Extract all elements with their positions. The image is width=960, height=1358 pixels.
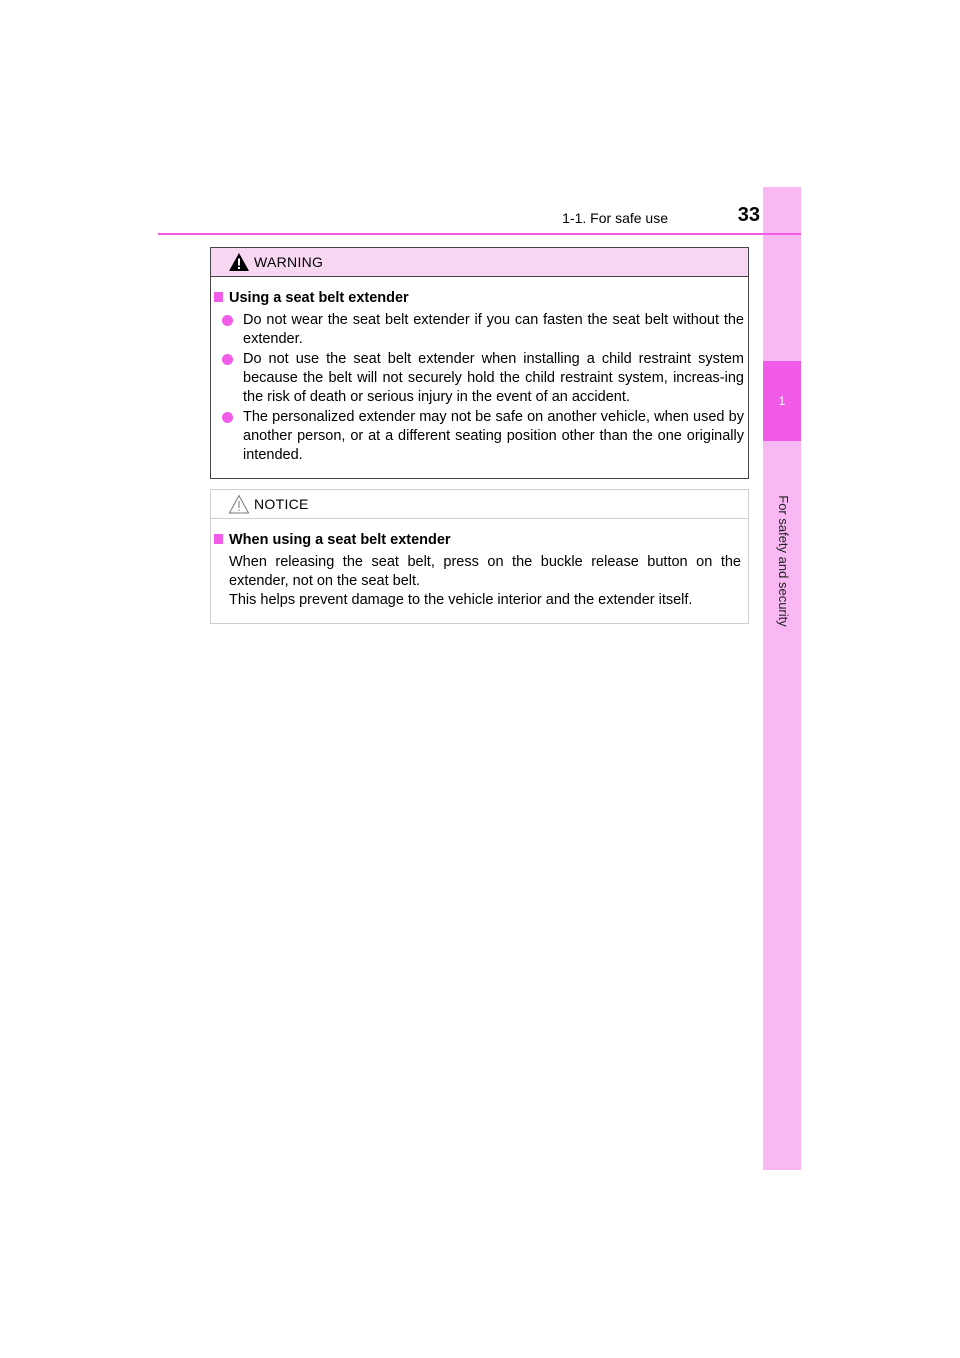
- round-bullet-icon: [222, 315, 233, 326]
- notice-header: [211, 490, 748, 519]
- section-title: 1-1. For safe use: [562, 210, 668, 226]
- warning-heading-text: Using a seat belt extender: [229, 290, 409, 306]
- notice-heading: [214, 532, 451, 548]
- warning-triangle-icon: [228, 252, 250, 272]
- chapter-title: For safety and security: [776, 495, 791, 627]
- warning-label: WARNING: [254, 254, 324, 270]
- page-number: 33: [737, 204, 760, 226]
- list-item-text: Do not wear the seat belt extender if you can fasten the seat belt without the extender.: [243, 312, 744, 347]
- list-item-text: The personalized extender may not be safe on another vehicle, when used by another person, or at a different seating position other than the one originally intended.: [243, 409, 744, 463]
- warning-heading: [214, 290, 409, 306]
- notice-box: [210, 489, 749, 624]
- notice-heading-text: When using a seat belt extender: [229, 532, 451, 548]
- notice-triangle-icon: [228, 494, 250, 514]
- round-bullet-icon: [222, 354, 233, 365]
- list-item: [222, 408, 744, 465]
- square-bullet-icon: [214, 534, 223, 544]
- notice-paragraph: This helps prevent damage to the vehicle interior and the extender itself.: [229, 592, 693, 608]
- warning-box: [210, 247, 749, 479]
- notice-paragraph: When releasing the seat belt, press on the buckle release button on the extender, not on the seat belt.: [229, 554, 741, 589]
- round-bullet-icon: [222, 412, 233, 423]
- header-rule: [158, 233, 801, 235]
- chapter-side-tab: [763, 187, 801, 1170]
- square-bullet-icon: [214, 292, 223, 302]
- notice-label: NOTICE: [254, 496, 309, 512]
- chapter-number: 1: [763, 361, 801, 441]
- list-item: [222, 350, 744, 407]
- list-item-text: Do not use the seat belt extender when installing a child restraint system because the belt will not securely hold the child restraint system, increas-ing the risk of death or serious injury in the event of an accident.: [243, 351, 744, 405]
- warning-header: [211, 248, 748, 277]
- list-item: [222, 311, 744, 349]
- chapter-title-container: [763, 457, 801, 657]
